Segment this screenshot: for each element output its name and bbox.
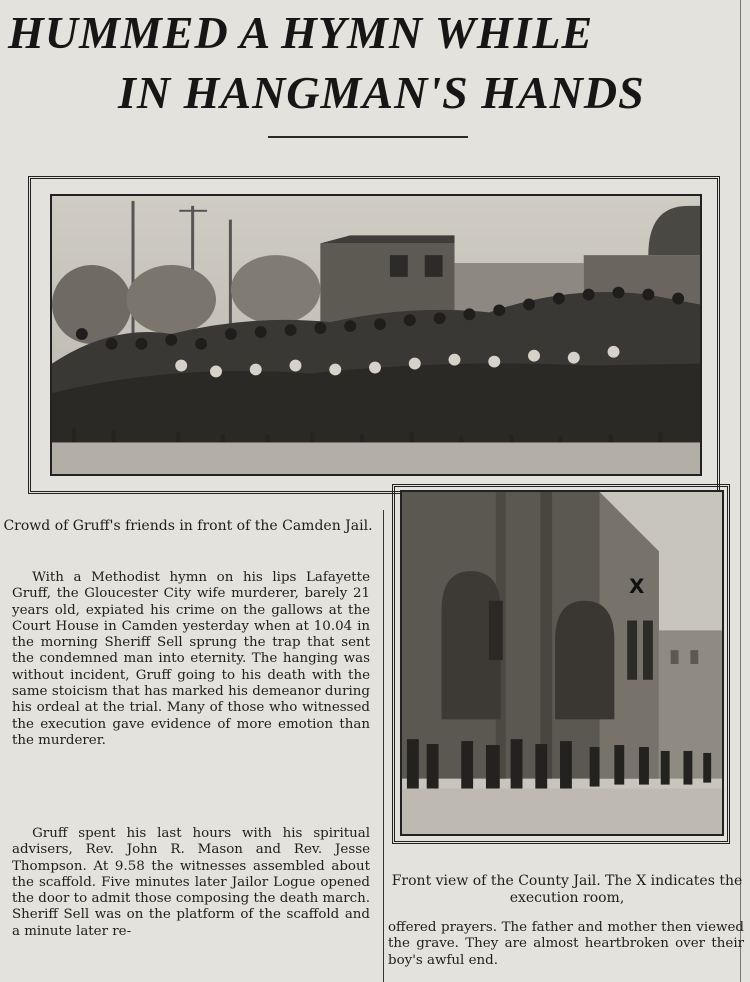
jail-photo: [400, 490, 724, 836]
article-column-2-tail: offered prayers. The father and mother then viewed the grave. They are almost heartbroken over their boy's awful end.: [388, 920, 744, 968]
headline-rule: [268, 136, 468, 138]
article-paragraph-2: Gruff spent his last hours with his spiritual advisers, Rev. John R. Mason and Rev. Jesse Thompson. At 9.58 the witnesses assembled about the scaffold. Five minutes later Jailor Logue opened the door to admit those composing the death march. Sheriff Sell was on the platform of the scaffold and a minute later re-: [12, 826, 370, 939]
headline-line-1: HUMMED A HYMN WHILE: [8, 7, 594, 58]
headline-line-2: IN HANGMAN'S HANDS: [118, 67, 645, 118]
column-rule: [383, 510, 384, 982]
svg-text:X: X: [629, 574, 645, 598]
page-edge-rule: [740, 0, 741, 982]
crowd-photo-caption: Crowd of Gruff's friends in front of the Camden Jail.: [3, 518, 373, 534]
article-column-1: [12, 558, 372, 982]
jail-photo-caption: Front view of the County Jail. The X indicates the execution room,: [391, 873, 743, 906]
article-paragraph-1: With a Methodist hymn on his lips Lafayette Gruff, the Gloucester City wife murderer, barely 21 years old, expiated his crime on the gallows at the Court House in Camden yesterday when at 10.04 in the morning Sheriff Sell sprung the trap that sent the condemned man into eternity. The hanging was without incident, Gruff going to his death with the same stoicism that has marked his demeanor during his ordeal at the trial. Many of those who witnessed the execution gave evidence of more emotion than the murderer.: [12, 570, 370, 748]
crowd-photo: [50, 194, 702, 476]
